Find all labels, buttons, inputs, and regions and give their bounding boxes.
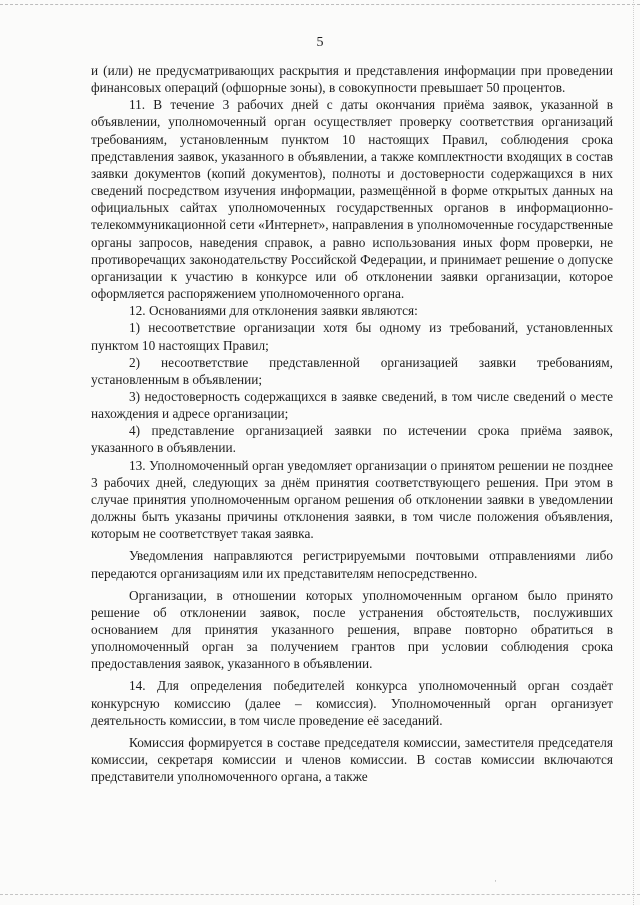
list-item-2: 2) несоответствие представленной организацией заявки требованиям, установленным в объявлении; <box>91 354 613 387</box>
paragraph-organizations: Организации, в отношении которых уполномоченным органом было принято решение об отклонении заявок, после устранения обстоятельств, послуживших основанием для принятия указанного решения, вправе повторно обратиться в уполномоченный орган за получением грантов при условии соблюдения срока предоставления заявок, указанного в объявлении. <box>91 587 613 672</box>
paragraph-notifications: Уведомления направляются регистрируемыми почтовыми отправлениями либо передаются организациям или их представителям непосредственно. <box>91 548 613 581</box>
scan-edge-top <box>0 4 640 5</box>
scan-edge-right <box>633 0 634 905</box>
list-item-1: 1) несоответствие организации хотя бы одному из требований, установленных пунктом 10 настоящих Правил; <box>91 320 613 353</box>
paragraph-commission: Комиссия формируется в составе председателя комиссии, заместителя председателя комиссии, секретаря комиссии и членов комиссии. В состав комиссии включаются представители уполномоченного органа, а также <box>91 734 613 785</box>
paragraph-12: 12. Основаниями для отклонения заявки являются: <box>129 303 418 319</box>
scan-edge-bottom <box>0 894 640 895</box>
page-number: 5 <box>316 35 324 50</box>
paragraph-11: 11. В течение 3 рабочих дней с даты окончания приёма заявок, указанной в объявлении, уполномоченный орган осуществляет проверку соответствия организаций требованиям, установленным пунктом 10 настоящих Правил, соблюдения срока представления заявок, указанного в объявлении, а также комплектности входящих в состав заявки документов (копий документов), полноты и достоверности содержащихся в них сведений посредством изучения информации, размещённой в форме открытых данных на официальных сайтах уполномоченных государственных органов в информационно-телекоммуникационной сети «Интернет», направления в уполномоченные государственные органы запросов, наведения справок, а равно использования иных форм проверки, не противоречащих законодательству Российской Федерации, и принимает решение о допуске организации к участию в конкурсе или об отклонении заявки организации, которое оформляется распоряжением уполномоченного органа. <box>91 97 613 302</box>
list-item-4: 4) представление организацией заявки по истечении срока приёма заявок, указанного в объявлении. <box>91 423 613 456</box>
list-item-3: 3) недостоверность содержащихся в заявке сведений, в том числе сведений о месте нахождения и адресе организации; <box>91 388 613 422</box>
paragraph-13: 13. Уполномоченный орган уведомляет организации о принятом решении не позднее 3 рабочих дней, следующих за днём принятия соответствующего решения. При этом в случае принятия уполномоченным органом решения об отклонении заявки в уведомлении должны быть указаны причины отклонения заявки, в том числе положения объявления, которым не соответствует такая заявка. <box>91 457 613 542</box>
scan-artifact-mark: · <box>494 876 497 886</box>
paragraph-continuation: и (или) не предусматривающих раскрытия и представления информации при проведении финансовых операций (офшорные зоны), в совокупности превышает 50 процентов. <box>91 63 613 96</box>
document-body <box>91 62 613 785</box>
paragraph-14: 14. Для определения победителей конкурса уполномоченный орган создаёт конкурсную комиссию (далее – комиссия). Уполномоченный орган организует деятельность комиссии, в том числе проведение её заседаний. <box>91 678 613 728</box>
